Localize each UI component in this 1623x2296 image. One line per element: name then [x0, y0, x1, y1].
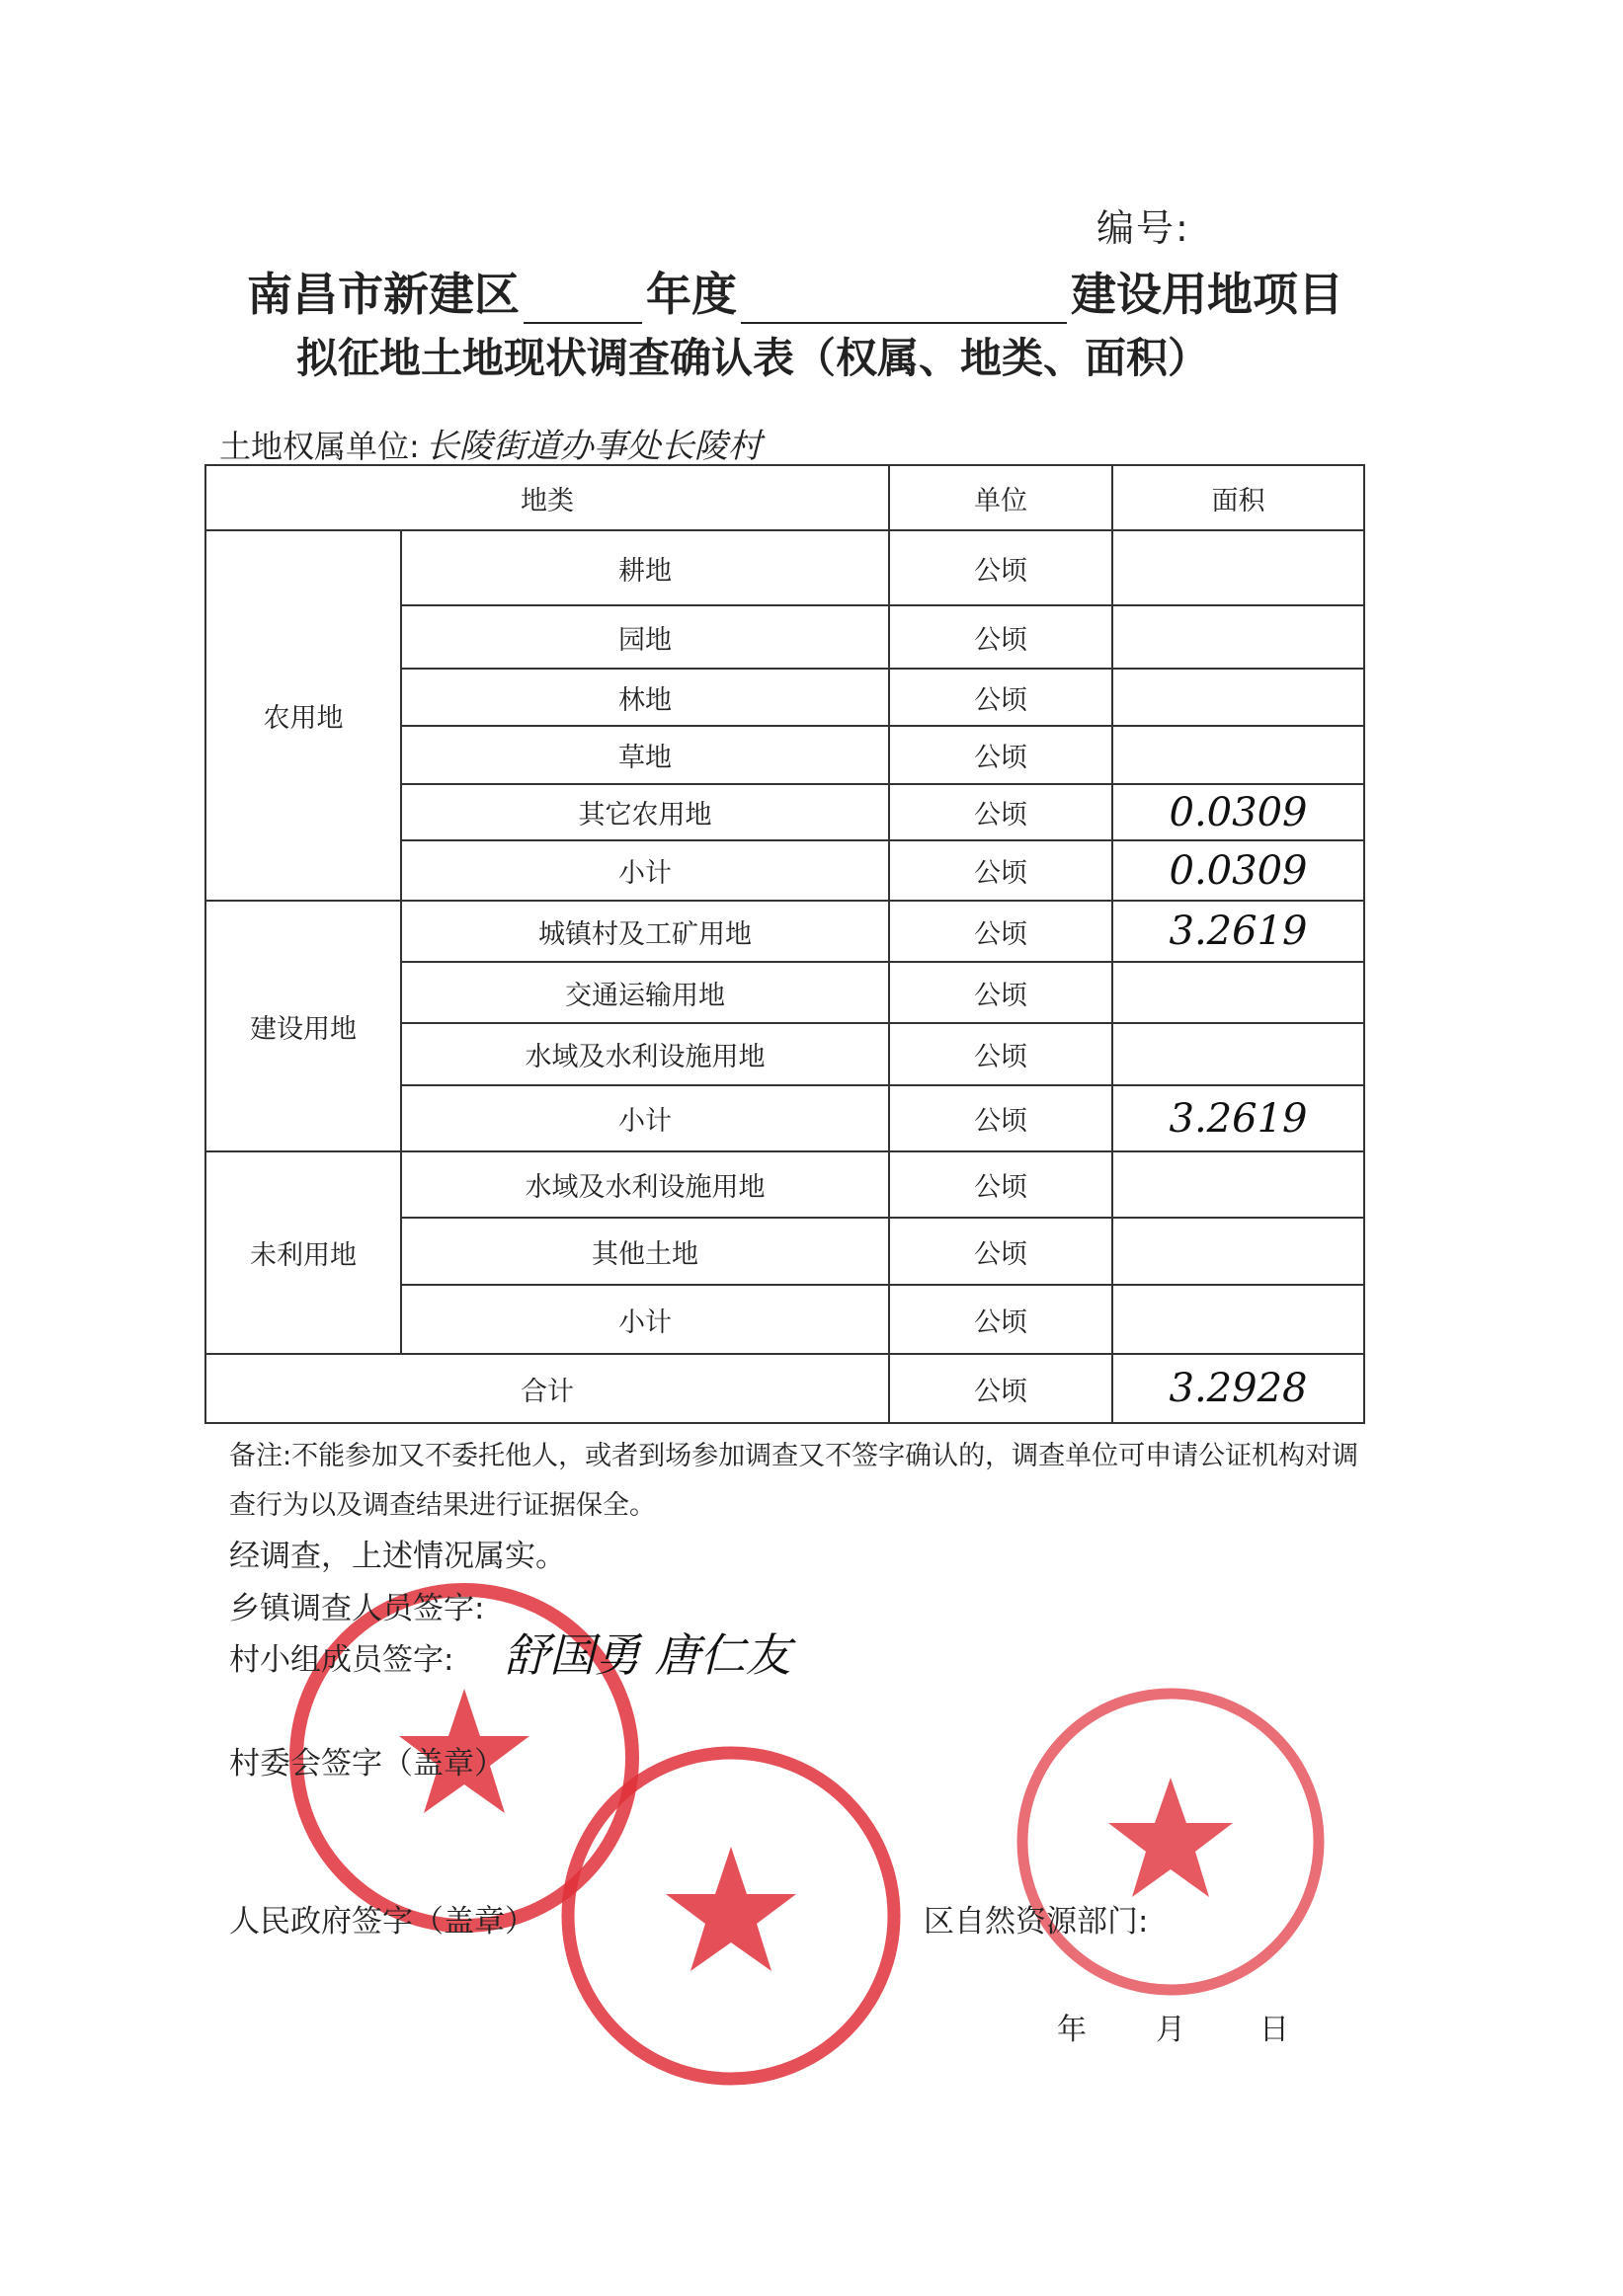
- row-item: 林地: [401, 669, 889, 726]
- row-unit: 公顷: [889, 530, 1112, 605]
- row-unit: 公顷: [889, 605, 1112, 669]
- row-unit: 公顷: [889, 1218, 1112, 1285]
- title-prefix: 南昌市新建区: [247, 268, 520, 321]
- group-name: 建设用地: [205, 901, 401, 1151]
- row-unit: 公顷: [889, 840, 1112, 901]
- row-unit: 公顷: [889, 1151, 1112, 1218]
- row-area: 0.0309: [1112, 840, 1364, 901]
- table-row: [205, 901, 1364, 962]
- row-item: 园地: [401, 605, 889, 669]
- resources-dept-label: 区自然资源部门:: [924, 1904, 1149, 1940]
- row-item: 小计: [401, 1285, 889, 1354]
- row-unit: 公顷: [889, 1285, 1112, 1354]
- row-area: 0.0309: [1112, 784, 1364, 840]
- owner-label: 土地权属单位:: [219, 428, 420, 465]
- row-item: 耕地: [401, 530, 889, 605]
- group-signers: 舒国勇 唐仁友: [504, 1628, 791, 1682]
- street-office-stamp: [553, 1738, 909, 2094]
- form-title-line1: [247, 259, 1343, 324]
- owner-value: 长陵街道办事处长陵村: [425, 427, 762, 466]
- row-area: [1112, 1023, 1364, 1085]
- table-row: [205, 1151, 1364, 1218]
- total-area: 3.2928: [1112, 1354, 1364, 1423]
- group-signature-label: 村小组成员签字:: [229, 1642, 454, 1678]
- committee-signature-label: 村委会签字（盖章）: [229, 1746, 505, 1781]
- group-name: 未利用地: [205, 1151, 401, 1354]
- header-area: 面积: [1112, 465, 1364, 530]
- remarks-note: 备注:不能参加又不委托他人，或者到场参加调查又不签字确认的，调查单位可申请公证机构对调查行为以及调查结果进行证据保全。: [229, 1441, 1359, 1521]
- serial-number-label: 编号:: [1096, 206, 1190, 250]
- row-area: [1112, 605, 1364, 669]
- date-day: 日: [1259, 2013, 1289, 2047]
- row-item: 水域及水利设施用地: [401, 1023, 889, 1085]
- row-unit: 公顷: [889, 1023, 1112, 1085]
- year-blank: [524, 282, 642, 324]
- row-item: 小计: [401, 840, 889, 901]
- land-survey-table: [204, 464, 1365, 1424]
- row-area: [1112, 1218, 1364, 1285]
- row-area: [1112, 962, 1364, 1023]
- row-area: 3.2619: [1112, 1085, 1364, 1151]
- government-signature-label: 人民政府签字（盖章）: [229, 1904, 535, 1940]
- township-signature-label: 乡镇调查人员签字:: [229, 1591, 485, 1626]
- date-month: 月: [1156, 2013, 1185, 2047]
- row-area: [1112, 669, 1364, 726]
- form-title-line2: 拟征地土地现状调查确认表（权属、地类、面积）: [296, 334, 1210, 382]
- row-area: [1112, 530, 1364, 605]
- header-unit: 单位: [889, 465, 1112, 530]
- row-item: 水域及水利设施用地: [401, 1151, 889, 1218]
- row-area: 3.2619: [1112, 901, 1364, 962]
- total-row: [205, 1354, 1364, 1423]
- title-suffix: 建设用地项目: [1071, 268, 1343, 321]
- total-label: 合计: [205, 1354, 889, 1423]
- row-area: [1112, 1285, 1364, 1354]
- row-unit: 公顷: [889, 1085, 1112, 1151]
- row-unit: 公顷: [889, 726, 1112, 784]
- land-owner-line: [219, 419, 762, 467]
- row-item: 其它农用地: [401, 784, 889, 840]
- row-item: 草地: [401, 726, 889, 784]
- title-year: 年度: [646, 268, 737, 321]
- table-header-row: [205, 465, 1364, 530]
- project-blank: [741, 282, 1067, 324]
- total-unit: 公顷: [889, 1354, 1112, 1423]
- row-area: [1112, 726, 1364, 784]
- row-unit: 公顷: [889, 784, 1112, 840]
- confirm-text: 经调查，上述情况属实。: [229, 1539, 566, 1574]
- row-unit: 公顷: [889, 669, 1112, 726]
- row-item: 交通运输用地: [401, 962, 889, 1023]
- row-item: 城镇村及工矿用地: [401, 901, 889, 962]
- row-unit: 公顷: [889, 962, 1112, 1023]
- row-item: 小计: [401, 1085, 889, 1151]
- row-item: 其他土地: [401, 1218, 889, 1285]
- table-row: [205, 530, 1364, 605]
- group-name: 农用地: [205, 530, 401, 901]
- row-area: [1112, 1151, 1364, 1218]
- date-year: 年: [1057, 2013, 1087, 2047]
- header-category: 地类: [205, 465, 889, 530]
- row-unit: 公顷: [889, 901, 1112, 962]
- natural-resources-stamp: [1008, 1679, 1334, 2005]
